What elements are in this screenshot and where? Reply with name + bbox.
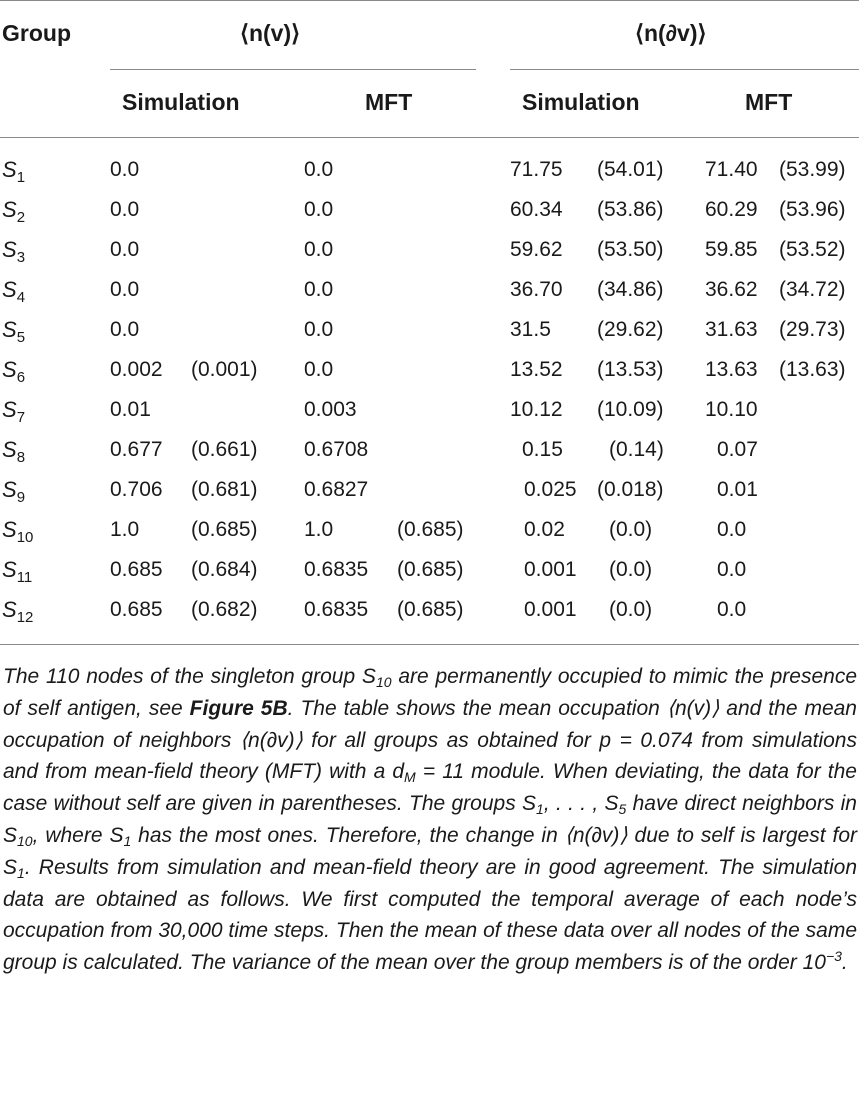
cell-v-sim-p: (0.681)	[191, 478, 258, 501]
group-letter: S	[2, 437, 17, 462]
cell-dv-mft-p: (53.96)	[779, 198, 846, 221]
cell-dv-sim: 60.34	[510, 198, 563, 221]
group-index: 8	[16, 449, 26, 466]
caption-text: = 11 module. When deviating, the data for the case without self are given in parentheses. The groups S	[3, 760, 857, 816]
header-mft-dv: MFT	[745, 89, 793, 115]
group-index: 4	[16, 289, 26, 306]
cell-v-sim: 0.706	[110, 478, 163, 501]
group-label	[2, 517, 34, 546]
cell-v-mft: 0.0	[304, 198, 334, 221]
group-letter: S	[2, 517, 17, 542]
figure-link[interactable]: Figure 5B	[189, 696, 288, 720]
cell-dv-sim-p: (13.53)	[597, 358, 664, 381]
caption-subscript: 1	[536, 801, 544, 818]
cell-dv-sim: 31.5	[510, 318, 551, 341]
caption-subscript: 10	[375, 674, 392, 690]
cell-v-sim-p: (0.661)	[191, 438, 258, 461]
cell-dv-mft: 60.29	[705, 198, 758, 221]
group-label	[2, 557, 33, 586]
group-letter: S	[2, 397, 17, 422]
cell-dv-mft-p: (29.73)	[779, 318, 846, 341]
group-label	[2, 437, 26, 466]
cell-dv-sim-p: (0.0)	[609, 518, 653, 541]
cell-v-sim: 0.0	[110, 198, 140, 221]
group-index: 1	[16, 169, 26, 186]
cell-v-mft: 0.0	[304, 158, 334, 181]
cell-v-mft-p: (0.685)	[397, 598, 464, 621]
cell-dv-mft-p: (13.63)	[779, 358, 846, 381]
group-letter: S	[2, 157, 17, 182]
caption-text: , . . . , S	[543, 792, 619, 816]
cell-dv-sim-p: (0.018)	[597, 478, 664, 501]
group-letter: S	[2, 357, 17, 382]
cell-dv-sim: 36.70	[510, 278, 563, 301]
cell-dv-mft: 0.0	[717, 558, 747, 581]
group-index: 3	[16, 249, 26, 266]
group-label	[2, 357, 26, 386]
group-letter: S	[2, 197, 17, 222]
cell-dv-sim: 71.75	[510, 158, 563, 181]
table-top-rule	[0, 0, 859, 1]
cell-dv-mft: 13.63	[705, 358, 758, 381]
cell-dv-mft: 71.40	[705, 158, 758, 181]
cell-dv-mft: 36.62	[705, 278, 758, 301]
cell-dv-mft: 0.01	[717, 478, 758, 501]
cell-v-mft: 0.0	[304, 318, 334, 341]
cell-v-mft: 0.6835	[304, 598, 369, 621]
cell-v-sim: 0.01	[110, 398, 151, 421]
cell-dv-sim: 59.62	[510, 238, 563, 261]
cell-v-sim-p: (0.684)	[191, 558, 258, 581]
cell-dv-mft: 10.10	[705, 398, 758, 421]
cell-dv-mft: 0.0	[717, 598, 747, 621]
group-label	[2, 277, 26, 306]
cell-dv-sim-p: (10.09)	[597, 398, 664, 421]
header-n-dv: ⟨n(∂v)⟩	[635, 20, 707, 46]
header-n-v: ⟨n(v)⟩	[240, 20, 301, 46]
cell-dv-sim-p: (53.50)	[597, 238, 664, 261]
cell-v-sim: 0.0	[110, 318, 140, 341]
header-underline-n-dv	[510, 69, 859, 70]
group-label	[2, 157, 26, 186]
caption-text: The 110 nodes of the singleton group S	[3, 665, 376, 688]
cell-v-sim: 0.0	[110, 158, 140, 181]
cell-dv-sim: 0.001	[524, 598, 577, 621]
group-letter: S	[2, 477, 17, 502]
header-bottom-rule	[0, 137, 859, 138]
group-label	[2, 597, 34, 626]
group-label	[2, 237, 26, 266]
cell-v-mft: 0.6835	[304, 558, 369, 581]
cell-v-sim: 0.685	[110, 558, 163, 581]
group-index: 11	[16, 569, 33, 586]
cell-v-mft-p: (0.685)	[397, 518, 464, 541]
cell-dv-sim: 10.12	[510, 398, 563, 421]
cell-v-mft-p: (0.685)	[397, 558, 464, 581]
group-index: 12	[16, 609, 34, 626]
group-label	[2, 397, 26, 426]
group-index: 5	[16, 329, 26, 346]
cell-v-mft: 0.0	[304, 238, 334, 261]
group-index: 10	[16, 529, 34, 546]
cell-dv-sim: 0.02	[524, 518, 565, 541]
group-label	[2, 197, 26, 226]
cell-v-sim-p: (0.001)	[191, 358, 258, 381]
cell-v-sim-p: (0.685)	[191, 518, 258, 541]
table-bottom-rule	[0, 644, 859, 645]
header-mft-v: MFT	[365, 89, 413, 115]
cell-dv-sim-p: (34.86)	[597, 278, 664, 301]
cell-dv-mft: 0.07	[717, 438, 758, 461]
cell-dv-mft: 0.0	[717, 518, 747, 541]
caption-text: . The table shows the mean occupation ⟨n(v)⟩ and the mean occupation of neighbors ⟨n(∂v)⟩ for all groups as obtained for p = 0.074 from simulations and from mean-field theory (MFT) with a d	[3, 696, 857, 784]
cell-v-sim: 0.002	[110, 358, 163, 381]
group-index: 2	[16, 209, 26, 226]
caption-subscript: M	[404, 769, 416, 786]
group-letter: S	[2, 317, 17, 342]
cell-dv-sim-p: (29.62)	[597, 318, 664, 341]
caption-superscript: −3	[825, 948, 842, 965]
cell-dv-sim-p: (0.0)	[609, 598, 653, 621]
group-letter: S	[2, 277, 17, 302]
caption-subscript: 10	[17, 832, 33, 849]
cell-dv-sim: 0.001	[524, 558, 577, 581]
cell-v-sim: 0.685	[110, 598, 163, 621]
group-label	[2, 317, 26, 346]
cell-v-mft: 0.0	[304, 278, 334, 301]
caption-text: .	[841, 951, 848, 975]
cell-dv-sim-p: (54.01)	[597, 158, 664, 181]
cell-v-sim: 0.0	[110, 238, 140, 261]
cell-dv-sim: 0.025	[524, 478, 577, 501]
group-index: 6	[16, 369, 26, 386]
cell-v-mft: 0.003	[304, 398, 357, 421]
cell-v-sim: 0.677	[110, 438, 163, 461]
cell-dv-sim-p: (53.86)	[597, 198, 664, 221]
group-index: 9	[16, 489, 26, 506]
cell-v-sim: 1.0	[110, 518, 140, 541]
table-caption	[3, 661, 857, 979]
caption-text: are permanently occupied to mimic the presence of self antigen, see	[3, 665, 857, 720]
cell-dv-sim: 0.15	[522, 438, 563, 461]
cell-dv-sim: 13.52	[510, 358, 563, 381]
caption-text: , where S	[32, 823, 124, 847]
cell-dv-mft-p: (34.72)	[779, 278, 846, 301]
cell-dv-sim-p: (0.0)	[609, 558, 653, 581]
group-index: 7	[16, 409, 26, 426]
group-letter: S	[2, 237, 17, 262]
group-letter: S	[2, 597, 17, 622]
group-letter: S	[2, 557, 17, 582]
header-group: Group	[2, 20, 71, 46]
header-simulation-dv: Simulation	[522, 89, 640, 115]
cell-dv-mft-p: (53.52)	[779, 238, 846, 261]
cell-v-mft: 0.6708	[304, 438, 369, 461]
cell-dv-mft: 31.63	[705, 318, 758, 341]
caption-subscript: 1	[17, 864, 25, 881]
caption-subscript: 5	[618, 801, 627, 818]
caption-text: have direct neighbors in S	[3, 792, 857, 847]
cell-v-mft: 1.0	[304, 518, 334, 541]
cell-v-sim-p: (0.682)	[191, 598, 258, 621]
caption-text: has the most ones. Therefore, the change in ⟨n(∂v)⟩ due to self is largest for S	[3, 823, 857, 879]
cell-dv-mft: 59.85	[705, 238, 758, 261]
cell-v-mft: 0.0	[304, 358, 334, 381]
cell-v-sim: 0.0	[110, 278, 140, 301]
cell-dv-mft-p: (53.99)	[779, 158, 846, 181]
header-simulation-v: Simulation	[122, 89, 240, 115]
cell-dv-sim-p: (0.14)	[609, 438, 664, 461]
caption-text: . Results from simulation and mean-field theory are in good agreement. The simulation data are obtained as follows. We first computed the temporal average of each node’s occupation from 30,000 time steps. Then the mean of these data over all nodes of the same group is calculated. The variance of the mean over the group members is of the order 10	[3, 855, 857, 975]
cell-v-mft: 0.6827	[304, 478, 369, 501]
caption-subscript: 1	[123, 832, 132, 849]
group-label	[2, 477, 26, 506]
header-underline-n-v	[110, 69, 476, 70]
